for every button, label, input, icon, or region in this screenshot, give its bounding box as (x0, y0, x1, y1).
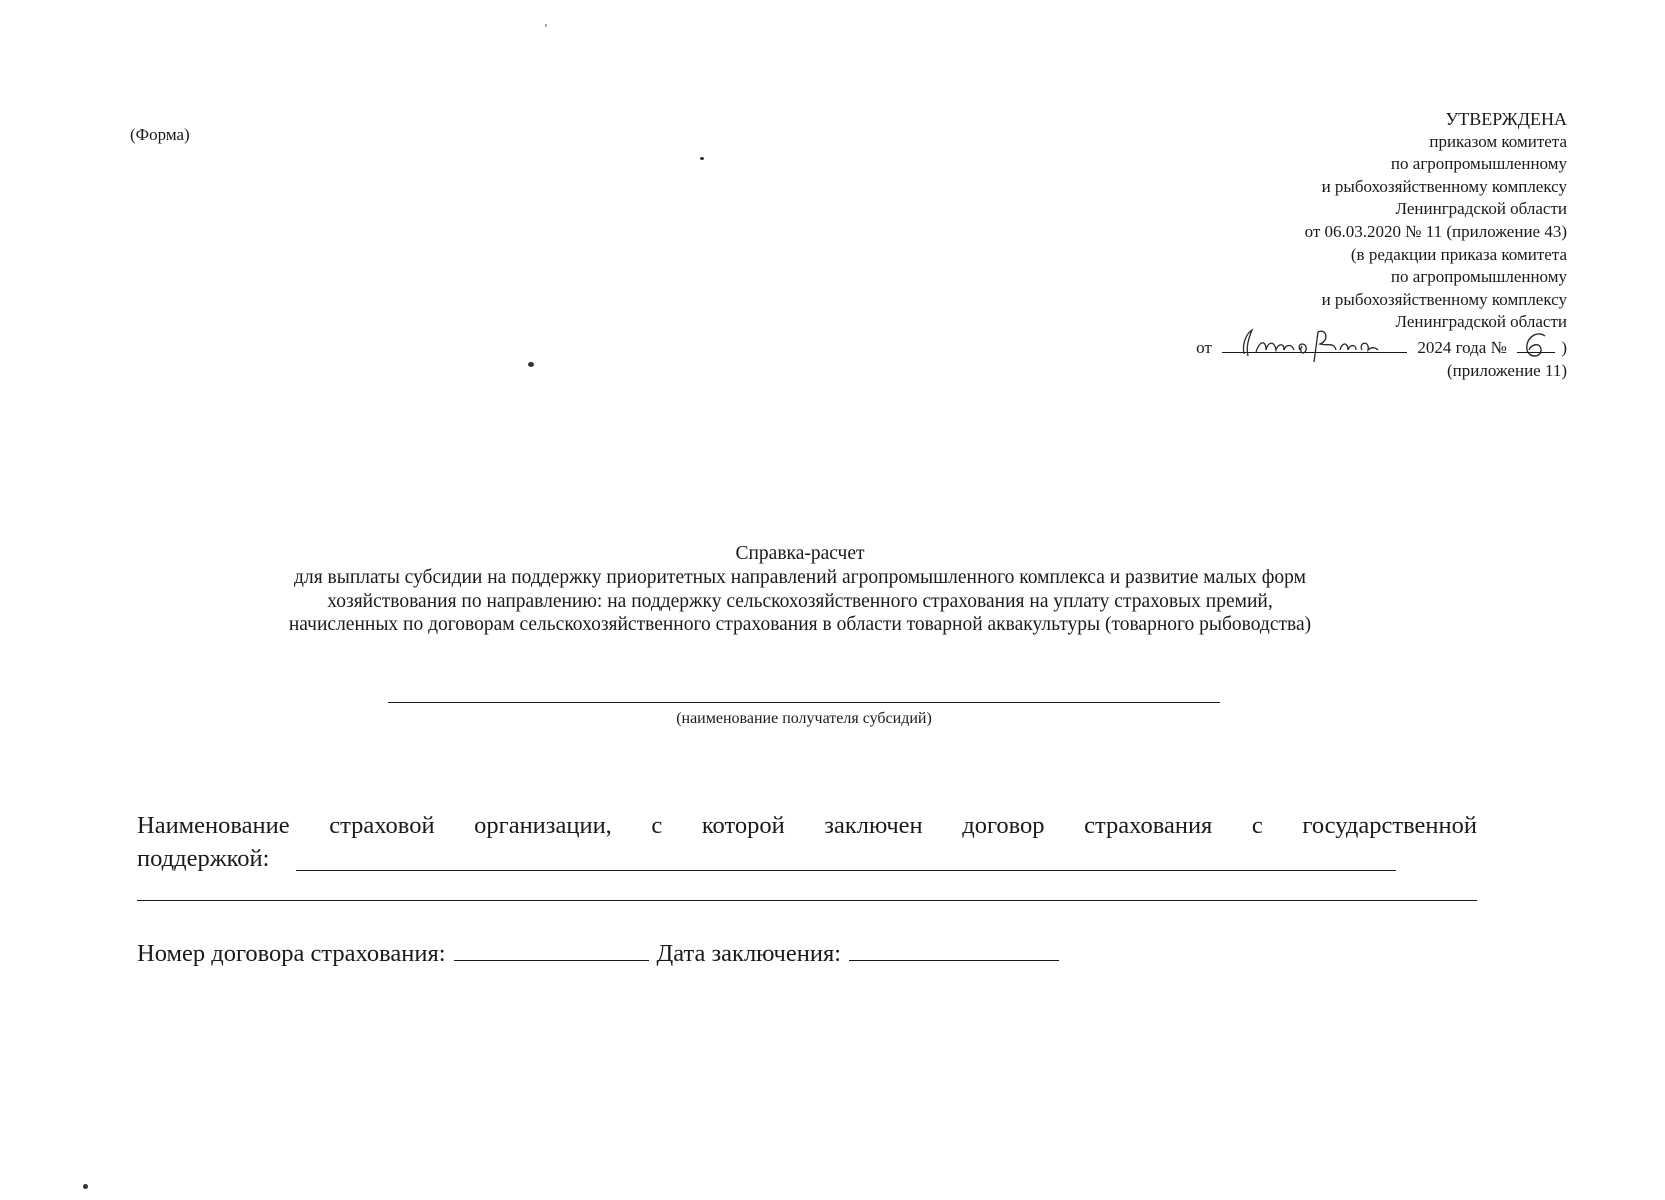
contract-date-field[interactable] (849, 940, 1059, 961)
form-label: (Форма) (130, 125, 190, 144)
approval-line: Ленинградской области (1395, 199, 1567, 219)
recipient-caption: (наименование получателя субсидий) (676, 710, 932, 727)
insurer-name-field[interactable] (296, 870, 1396, 871)
date-prefix: от (1196, 337, 1212, 357)
closing-paren: ) (1561, 337, 1567, 357)
approval-line: по агропромышленному (1390, 154, 1567, 174)
handwritten-number-signature (1517, 328, 1555, 362)
scan-speck (528, 362, 534, 367)
contract-row (137, 940, 1059, 968)
handwritten-number-field (1517, 334, 1555, 353)
document-title: Справка-расчет (735, 543, 865, 564)
recipient-name-field[interactable] (388, 702, 1220, 703)
document-title-block (150, 542, 1450, 637)
insurer-label-line-2: поддержкой: (137, 845, 270, 872)
year-number-label: 2024 года № (1417, 337, 1507, 357)
document-body-line: хозяйствования по направлению: на поддержку сельскохозяйственного страхования на уплату страховых премий, (327, 590, 1273, 612)
insurer-label-line-1: Наименование страховой организации, с которой заключен договор страхования с государственной (137, 812, 1477, 839)
scan-speck (83, 1184, 88, 1189)
document-body-line: для выплаты субсидии на поддержку приоритетных направлений агропромышленного комплекса и развитие малых форм (294, 566, 1306, 588)
approval-line: от 06.03.2020 № 11 (приложение 43) (1304, 221, 1567, 241)
document-body-line: начисленных по договорам сельскохозяйственного страхования в области товарной аквакультуры (товарного рыбоводства) (288, 614, 1312, 636)
approval-line: и рыбохозяйственному комплексу (1321, 289, 1567, 309)
contract-number-field[interactable] (454, 940, 649, 961)
contract-number-label: Номер договора страхования: (137, 940, 446, 967)
approval-stamp-block (1047, 108, 1567, 382)
approval-heading: УТВЕРЖДЕНА (1445, 109, 1567, 129)
approval-line: приказом комитета (1429, 131, 1567, 151)
contract-date-label: Дата заключения: (656, 940, 842, 967)
scan-speck (545, 24, 547, 27)
approval-line: (в редакции приказа комитета (1350, 244, 1567, 264)
scan-speck (700, 157, 704, 160)
approval-appendix: (приложение 11) (1446, 360, 1567, 380)
insurer-name-field-continuation[interactable] (137, 900, 1477, 901)
handwritten-date-field (1222, 334, 1407, 353)
approval-date-line (1047, 334, 1567, 360)
handwritten-date-signature (1222, 322, 1407, 362)
approval-line: Ленинградской области (1395, 312, 1567, 332)
approval-line: по агропромышленному (1390, 267, 1567, 287)
approval-line: и рыбохозяйственному комплексу (1321, 176, 1567, 196)
